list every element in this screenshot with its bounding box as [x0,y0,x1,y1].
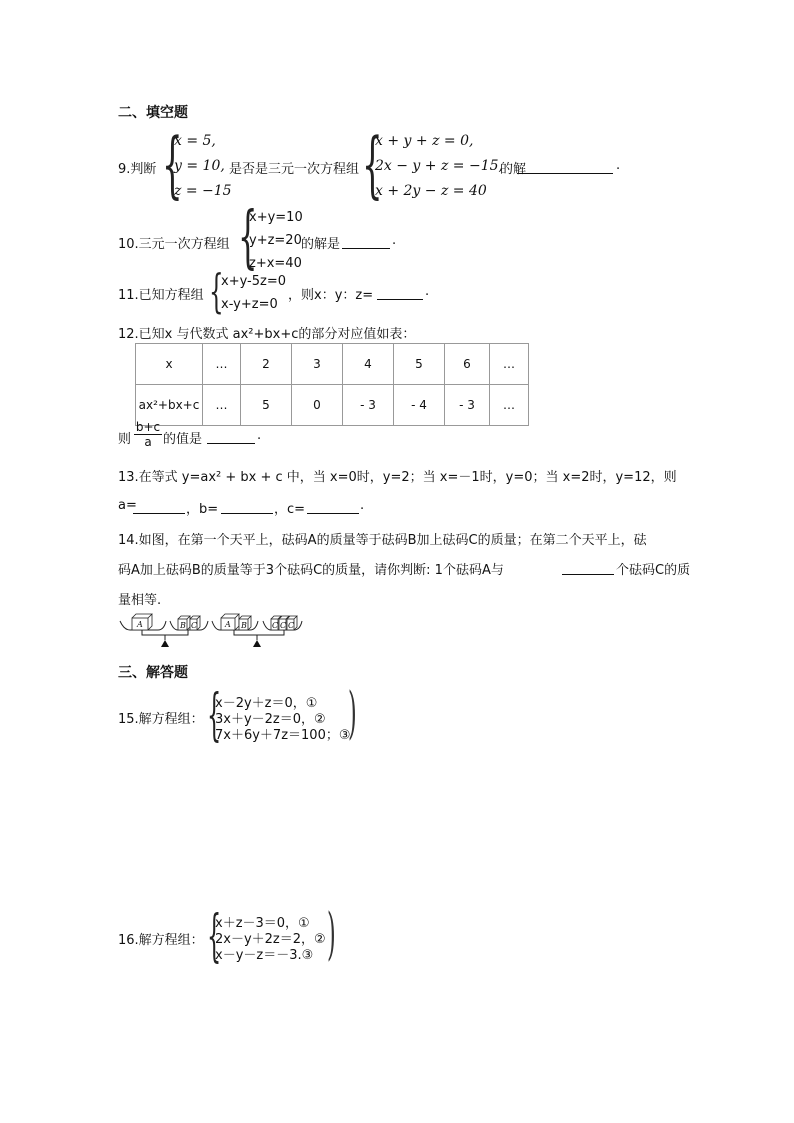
table-cell: … [490,344,529,385]
q9-solution-brace: { [162,122,183,206]
q16-prefix: 16.解方程组： [118,933,204,948]
q12-value-text: 的值是 [163,432,203,447]
q14-line-3: 量相等. [118,593,162,608]
balance-1-right-pan [170,621,208,630]
table-cell: - 4 [394,385,445,426]
q12-fraction-numerator: b+c [135,420,161,434]
q10-brace: { [238,198,258,277]
weight-a-label: A [225,620,231,629]
section-2-heading: 二、填空题 [118,105,188,121]
q13-line-1: 13.在等式 y=ax² + bx + c 中，当 x=0时，y=2；当 x=－1时，y=0；当 x=2时，y=12，则 [118,470,677,485]
table-cell: 3 [292,344,343,385]
q13-c-label: ，c= [274,502,306,517]
q13-b-blank[interactable] [221,500,273,514]
q14-line-2a: 码A加上砝码B的质量等于3个砝码C的质量，请你判断: 1个砝码A与 [118,563,504,578]
q9-sys-line-1: x + y + z = 0, [375,133,474,149]
table-cell: … [203,344,241,385]
q12-answer-blank[interactable] [207,430,255,444]
balance-1-beam [142,630,188,635]
q14-answer-blank[interactable] [562,561,614,575]
q10-sys-line-3: z+x=40 [249,256,302,271]
q11-brace: { [209,264,224,318]
table-cell: 5 [241,385,292,426]
q16-right-paren: ) [327,902,336,967]
weight-c-label: C [191,621,198,630]
q13-a-blank[interactable] [133,500,185,514]
q12-then: 则 [118,432,132,447]
q9-prefix: 9.判断 [118,162,157,177]
q11-answer-blank[interactable] [377,286,423,300]
weight-c-label: C [288,621,295,630]
q9-sol-line-1: x = 5, [174,133,216,149]
weight-b-label: B [180,621,186,630]
q12-end: . [257,428,262,443]
q12-text: 12.已知x 与代数式 ax²+bx+c的部分对应值如表： [118,327,416,342]
section-3-heading: 三、解答题 [118,665,188,681]
q12-value-table [135,343,529,426]
q10-answer-blank[interactable] [342,235,390,249]
q14-balance-figure [118,610,308,650]
q9-sys-line-2: 2x − y + z = −15, [375,158,503,174]
q10-sys-line-1: x+y=10 [249,210,303,225]
q16-sys-line-2: 2x－y＋2z＝2，② [215,932,326,947]
q11-end: . [425,284,430,299]
q10-prefix: 10.三元一次方程组 [118,237,230,252]
table-cell: … [490,385,529,426]
q10-suffix: 的解是 [301,237,341,252]
q15-sys-line-3: 7x＋6y＋7z＝100；③ [215,728,351,743]
q9-sol-line-3: z = −15 [174,183,232,199]
table-cell: 2 [241,344,292,385]
weight-b-label: B [241,621,247,630]
table-row [136,344,529,385]
q9-system-brace: { [362,122,383,206]
balance-2-fulcrum [253,640,261,647]
q9-answer-blank[interactable] [517,160,613,174]
q9-sys-line-3: x + 2y − z = 40 [375,183,487,199]
balance-2-beam [234,630,284,635]
q9-end: . [616,158,621,173]
q11-sys-line-2: x-y+z=0 [221,297,278,312]
q9-sol-line-2: y = 10, [174,158,225,174]
q14-line-1: 14.如图，在第一个天平上，砝码A的质量等于砝码B加上砝码C的质量；在第二个天平上，砝 [118,533,647,548]
table-cell: - 3 [445,385,490,426]
q15-brace: { [207,683,222,748]
q13-c-blank[interactable] [307,500,359,514]
q15-prefix: 15.解方程组： [118,712,204,727]
table-cell: … [203,385,241,426]
q11-suffix: ，则x：y：z= [288,288,374,303]
q9-suffix: 的解 [500,162,527,177]
q10-end: . [392,233,397,248]
q15-sys-line-2: 3x＋y－2z＝0，② [215,712,326,727]
q11-sys-line-1: x+y-5z=0 [221,274,286,289]
weight-c-label: C [272,621,279,630]
q16-sys-line-1: x＋z－3＝0，① [215,916,310,931]
q13-b-label: ，b= [186,502,219,517]
q15-right-paren: ) [348,681,357,746]
table-cell: x [136,344,203,385]
table-cell: - 3 [343,385,394,426]
table-cell: 4 [343,344,394,385]
table-cell: 6 [445,344,490,385]
q14-line-2b: 个砝码C的质 [616,563,691,578]
table-row [136,385,529,426]
q16-brace: { [207,904,222,969]
q12-fraction [134,420,162,449]
table-cell: 5 [394,344,445,385]
q13-end: . [360,498,365,513]
weight-a-label: A [137,620,143,629]
q15-sys-line-1: x－2y＋z＝0，① [215,696,318,711]
table-cell: 0 [292,385,343,426]
table-cell: ax²+bx+c [136,385,203,426]
q12-fraction-denominator: a [144,435,152,449]
q11-prefix: 11.已知方程组 [118,288,204,303]
weight-c-label: C [280,621,287,630]
q16-sys-line-3: x－y－z＝－3.③ [215,948,314,963]
q13-a-label: a= [118,498,137,513]
q10-sys-line-2: y+z=20 [249,233,302,248]
balance-1-fulcrum [161,640,169,647]
q9-middle: 是否是三元一次方程组 [229,162,360,177]
